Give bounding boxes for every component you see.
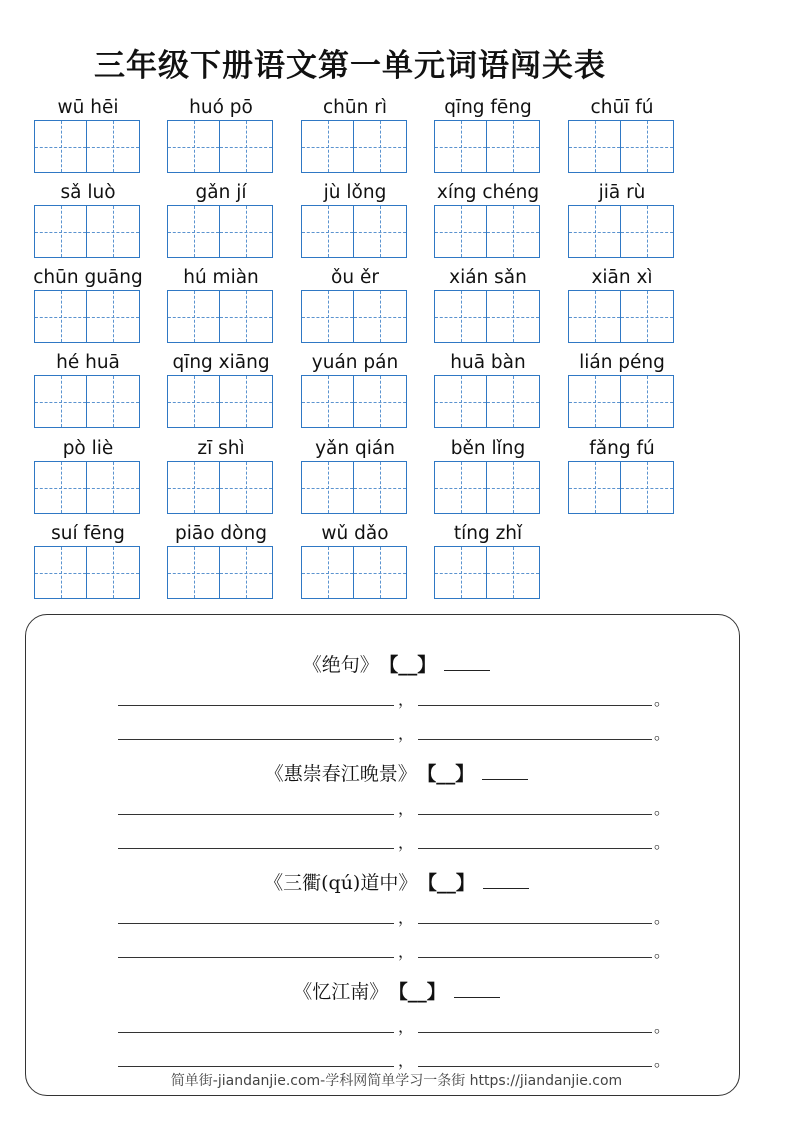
word-cell (434, 351, 542, 428)
answer-blank[interactable] (418, 848, 652, 849)
poem-title: 《绝句》 (302, 654, 379, 676)
answer-blank[interactable] (418, 957, 652, 958)
pinyin-label: pò liè (62, 438, 114, 459)
tianzige-box[interactable] (301, 461, 354, 514)
tianzige-box[interactable] (220, 461, 273, 514)
word-cell (434, 437, 542, 514)
tianzige-box[interactable] (87, 290, 140, 343)
tianzige-box[interactable] (354, 205, 407, 258)
tianzige-box[interactable] (34, 461, 87, 514)
pinyin-label: jiā rù (598, 182, 646, 203)
tianzige-box[interactable] (34, 546, 87, 599)
tianzige-box[interactable] (301, 205, 354, 258)
answer-blank[interactable] (118, 848, 394, 849)
word-cell (167, 522, 275, 599)
poem-heading (0, 759, 793, 786)
word-cell (34, 266, 142, 343)
pinyin-label: suí fēng (51, 523, 125, 544)
writing-boxes (568, 375, 676, 428)
tianzige-box[interactable] (220, 546, 273, 599)
pinyin-label: xián sǎn (449, 267, 527, 288)
tianzige-box[interactable] (354, 290, 407, 343)
poem-heading (0, 650, 793, 677)
period: 。 (654, 690, 671, 709)
word-cell (568, 351, 676, 428)
comma: ， (398, 833, 415, 852)
tianzige-box[interactable] (220, 205, 273, 258)
period: 。 (654, 799, 671, 818)
tianzige-box[interactable] (621, 120, 674, 173)
writing-boxes (34, 461, 142, 514)
poem-answer-line[interactable] (118, 1013, 678, 1037)
word-cell (434, 522, 542, 599)
tianzige-box[interactable] (167, 375, 220, 428)
comma: ， (398, 690, 415, 709)
period: 。 (654, 1017, 671, 1036)
author-blank[interactable] (454, 979, 500, 998)
word-cell (434, 96, 542, 173)
poem-heading (0, 868, 793, 895)
writing-boxes (568, 120, 676, 173)
comma: ， (398, 724, 415, 743)
author-blank[interactable] (482, 761, 528, 780)
writing-boxes (301, 120, 409, 173)
word-cell (34, 96, 142, 173)
tianzige-box[interactable] (167, 290, 220, 343)
writing-boxes (568, 290, 676, 343)
word-cell (34, 351, 142, 428)
poem-answer-line[interactable] (118, 686, 678, 710)
tianzige-box[interactable] (354, 120, 407, 173)
word-cell (167, 437, 275, 514)
tianzige-box[interactable] (621, 375, 674, 428)
word-cell (34, 181, 142, 258)
writing-boxes (301, 546, 409, 599)
tianzige-box[interactable] (434, 375, 487, 428)
word-cell (301, 351, 409, 428)
pinyin-label: lián péng (579, 352, 665, 373)
writing-boxes (434, 546, 542, 599)
tianzige-box[interactable] (301, 120, 354, 173)
pinyin-label: jù lǒng (323, 182, 387, 203)
tianzige-box[interactable] (34, 120, 87, 173)
answer-blank[interactable] (118, 814, 394, 815)
poem-title: 《忆江南》 (293, 981, 389, 1003)
writing-boxes (301, 290, 409, 343)
word-cell (167, 351, 275, 428)
tianzige-box[interactable] (621, 461, 674, 514)
pinyin-label: xíng chéng (436, 182, 540, 203)
tianzige-box[interactable] (568, 120, 621, 173)
writing-boxes (434, 461, 542, 514)
footer-watermark: 简单街-jiandanjie.com-学科网简单学习一条街 https://jiandanjie.com (170, 1073, 623, 1089)
tianzige-box[interactable] (87, 461, 140, 514)
pinyin-label: hé huā (56, 352, 120, 373)
pinyin-label: qīng fēng (444, 97, 532, 118)
answer-blank[interactable] (118, 923, 394, 924)
word-cell (34, 437, 142, 514)
answer-blank[interactable] (418, 814, 652, 815)
period: 。 (654, 833, 671, 852)
tianzige-box[interactable] (34, 290, 87, 343)
writing-boxes (434, 120, 542, 173)
pinyin-label: chūn guāng (33, 267, 143, 288)
answer-blank[interactable] (418, 705, 652, 706)
answer-blank[interactable] (418, 739, 652, 740)
answer-blank[interactable] (118, 1032, 394, 1033)
word-cell (301, 96, 409, 173)
pinyin-label: huó pō (189, 97, 253, 118)
comma: ， (398, 799, 415, 818)
period: 。 (654, 942, 671, 961)
tianzige-box[interactable] (301, 546, 354, 599)
poem-title: 《惠崇春江晚景》 (264, 763, 417, 785)
answer-blank[interactable] (118, 957, 394, 958)
poem-answer-line[interactable] (118, 1047, 678, 1071)
tianzige-box[interactable] (220, 375, 273, 428)
page-title: 三年级下册语文第一单元词语闯关表 (94, 48, 606, 84)
answer-blank[interactable] (118, 705, 394, 706)
comma: ， (398, 1017, 415, 1036)
word-cell (301, 437, 409, 514)
writing-boxes (34, 375, 142, 428)
pinyin-label: chūī fú (590, 97, 654, 118)
tianzige-box[interactable] (220, 120, 273, 173)
writing-boxes (167, 461, 275, 514)
pinyin-label: hú miàn (183, 267, 259, 288)
period: 。 (654, 724, 671, 743)
answer-blank[interactable] (418, 1032, 652, 1033)
tianzige-box[interactable] (487, 546, 540, 599)
writing-boxes (167, 375, 275, 428)
pinyin-label: huā bàn (450, 352, 526, 373)
tianzige-box[interactable] (434, 205, 487, 258)
answer-blank[interactable] (118, 739, 394, 740)
poem-title: 《三衢(qú)道中》 (264, 872, 418, 894)
period: 。 (654, 1051, 671, 1070)
tianzige-box[interactable] (354, 461, 407, 514)
writing-boxes (568, 461, 676, 514)
writing-boxes (34, 120, 142, 173)
tianzige-box[interactable] (568, 290, 621, 343)
tianzige-box[interactable] (621, 205, 674, 258)
tianzige-box[interactable] (354, 375, 407, 428)
writing-boxes (301, 461, 409, 514)
pinyin-label: chūn rì (323, 97, 387, 118)
word-cell (568, 96, 676, 173)
tianzige-box[interactable] (487, 290, 540, 343)
tianzige-box[interactable] (621, 290, 674, 343)
tianzige-box[interactable] (87, 120, 140, 173)
writing-boxes (434, 205, 542, 258)
pinyin-label: wǔ dǎo (321, 523, 389, 544)
writing-boxes (301, 205, 409, 258)
period: 。 (654, 908, 671, 927)
writing-boxes (434, 375, 542, 428)
author-dynasty-bracket[interactable]: 【__】 (427, 872, 475, 894)
tianzige-box[interactable] (568, 461, 621, 514)
word-cell (568, 181, 676, 258)
tianzige-box[interactable] (434, 461, 487, 514)
poem-answer-line[interactable] (118, 904, 678, 928)
poem-answer-line[interactable] (118, 720, 678, 744)
word-cell (568, 266, 676, 343)
tianzige-box[interactable] (568, 375, 621, 428)
pinyin-label: ǒu ěr (331, 267, 379, 288)
tianzige-box[interactable] (87, 546, 140, 599)
word-cell (301, 266, 409, 343)
pinyin-label: běn lǐng (450, 438, 526, 459)
tianzige-box[interactable] (354, 546, 407, 599)
tianzige-box[interactable] (487, 461, 540, 514)
comma: ， (398, 1051, 415, 1070)
word-cell (167, 181, 275, 258)
author-blank[interactable] (483, 870, 529, 889)
writing-boxes (34, 290, 142, 343)
tianzige-box[interactable] (34, 205, 87, 258)
tianzige-box[interactable] (301, 375, 354, 428)
pinyin-label: piāo dòng (175, 523, 267, 544)
writing-boxes (167, 205, 275, 258)
author-dynasty-bracket[interactable]: 【__】 (398, 981, 446, 1003)
writing-boxes (167, 290, 275, 343)
pinyin-label: xiān xì (591, 267, 653, 288)
tianzige-box[interactable] (487, 205, 540, 258)
poem-answer-line[interactable] (118, 829, 678, 853)
pinyin-label: yǎn qián (315, 438, 395, 459)
poem-heading (0, 977, 793, 1004)
writing-boxes (167, 546, 275, 599)
tianzige-box[interactable] (301, 290, 354, 343)
pinyin-label: yuán pán (311, 352, 399, 373)
word-cell (167, 266, 275, 343)
poem-answer-line[interactable] (118, 938, 678, 962)
tianzige-box[interactable] (167, 461, 220, 514)
pinyin-label: qīng xiāng (172, 352, 270, 373)
tianzige-box[interactable] (568, 205, 621, 258)
author-dynasty-bracket[interactable]: 【__】 (388, 654, 437, 676)
writing-boxes (167, 120, 275, 173)
pinyin-label: wū hēi (57, 97, 119, 118)
tianzige-box[interactable] (34, 375, 87, 428)
tianzige-box[interactable] (167, 546, 220, 599)
author-blank[interactable] (444, 652, 490, 671)
answer-blank[interactable] (418, 923, 652, 924)
pinyin-label: fǎng fú (589, 438, 655, 459)
tianzige-box[interactable] (167, 120, 220, 173)
tianzige-box[interactable] (434, 290, 487, 343)
answer-blank[interactable] (118, 1066, 394, 1067)
comma: ， (398, 942, 415, 961)
tianzige-box[interactable] (487, 375, 540, 428)
tianzige-box[interactable] (87, 205, 140, 258)
word-cell (568, 437, 676, 514)
word-cell (301, 181, 409, 258)
word-cell (434, 266, 542, 343)
tianzige-box[interactable] (220, 290, 273, 343)
pinyin-label: gǎn jí (195, 182, 247, 203)
comma: ， (398, 908, 415, 927)
tianzige-box[interactable] (167, 205, 220, 258)
writing-boxes (434, 290, 542, 343)
tianzige-box[interactable] (87, 375, 140, 428)
writing-boxes (568, 205, 676, 258)
pinyin-label: tíng zhǐ (453, 523, 523, 544)
writing-boxes (34, 205, 142, 258)
author-dynasty-bracket[interactable]: 【__】 (426, 763, 475, 785)
word-cell (301, 522, 409, 599)
pinyin-label: sǎ luò (60, 182, 116, 203)
writing-boxes (34, 546, 142, 599)
word-cell (34, 522, 142, 599)
word-cell (434, 181, 542, 258)
poem-answer-line[interactable] (118, 795, 678, 819)
tianzige-box[interactable] (487, 120, 540, 173)
tianzige-box[interactable] (434, 120, 487, 173)
writing-boxes (301, 375, 409, 428)
pinyin-label: zī shì (197, 438, 245, 459)
word-cell (167, 96, 275, 173)
answer-blank[interactable] (418, 1066, 652, 1067)
tianzige-box[interactable] (434, 546, 487, 599)
